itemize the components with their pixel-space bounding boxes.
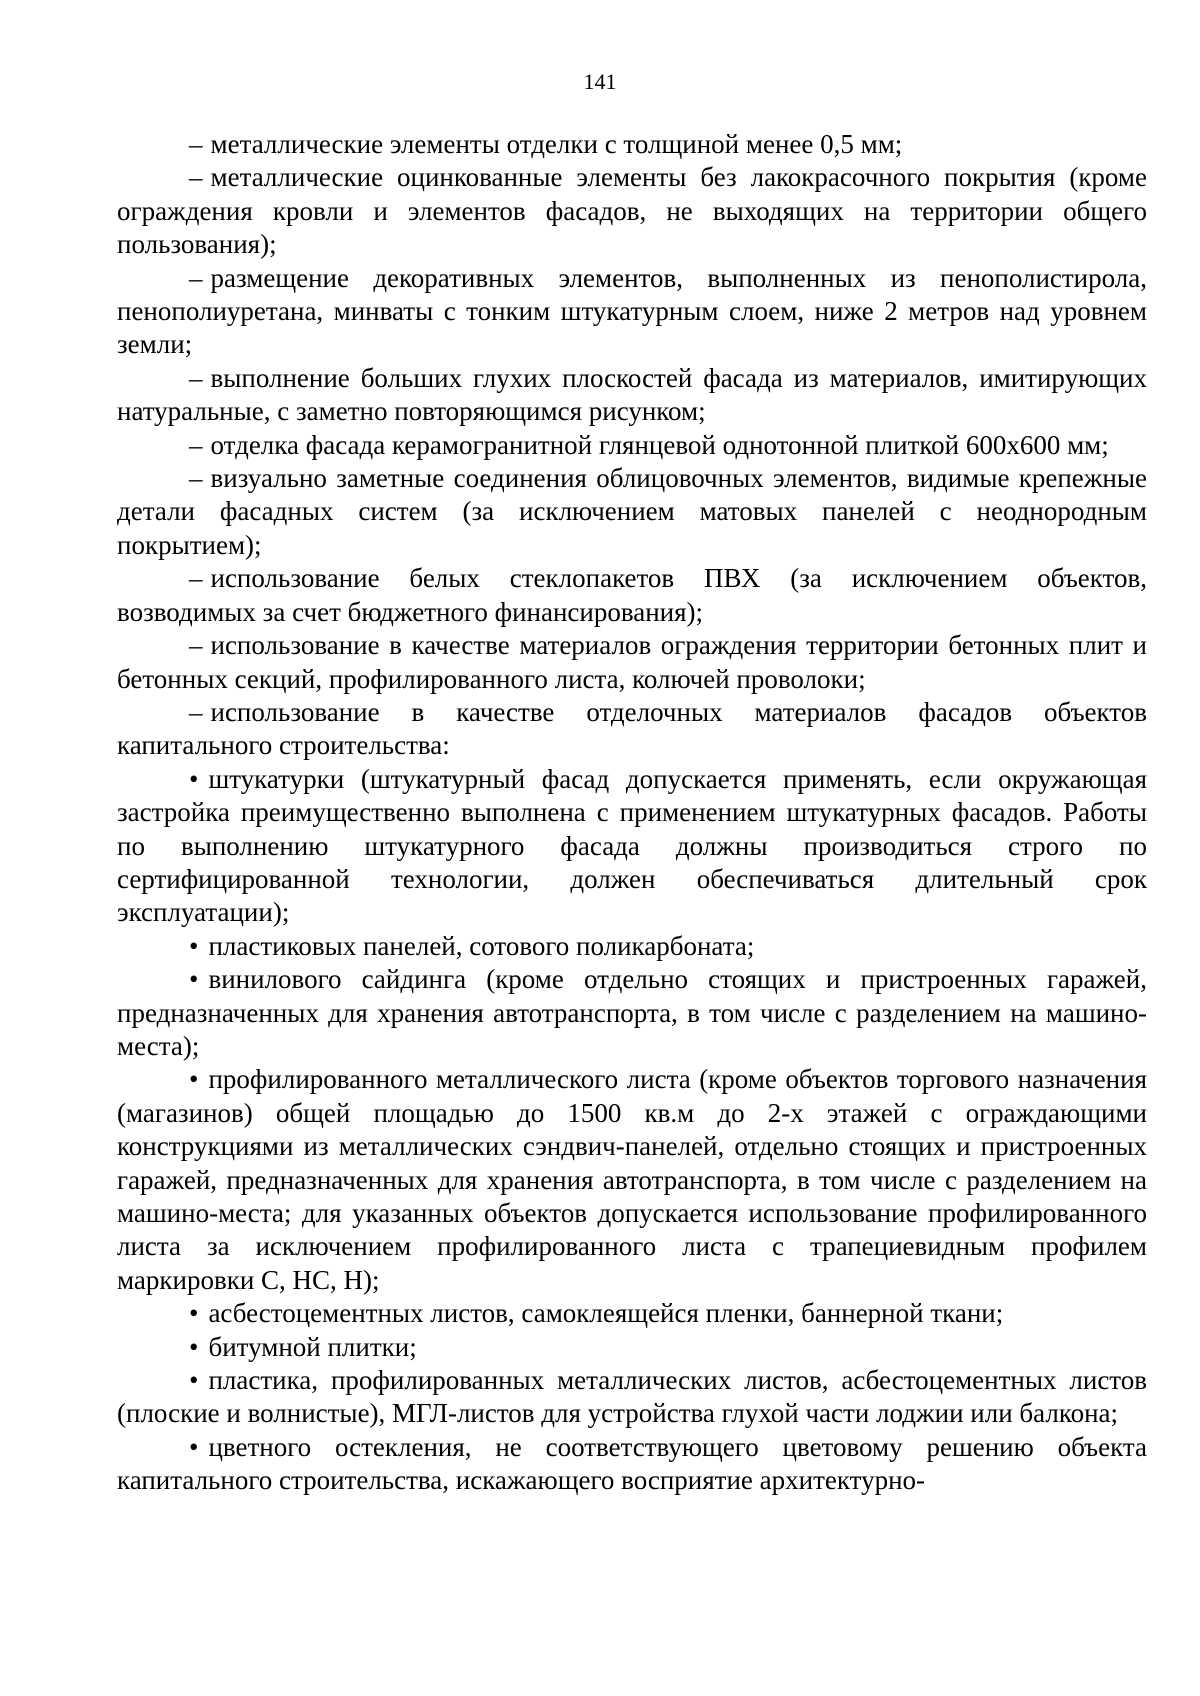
list-item-bullet [117,1331,1147,1364]
list-item-text: визуально заметные соединения облицовочных элементов, видимые крепежные детали фасадных систем (за исключением матовых панелей с неоднородным покрытием); [117,463,1147,560]
list-item-bullet [117,930,1147,963]
bullet-marker: • [189,1431,199,1462]
list-item-dash [117,629,1147,696]
list-item-dash [117,562,1147,629]
list-item-text: размещение декоративных элементов, выполненных из пенополистирола, пенополиуретана, минваты с тонким штукатурным слоем, ниже 2 метров над уровнем земли; [117,262,1147,360]
dash-marker: – [189,162,203,193]
bullet-marker: • [189,930,199,961]
list-item-text: асбестоцементных листов, самоклеящейся пленки, баннерной ткани; [208,1298,1004,1329]
dash-marker: – [189,362,203,393]
list-item-bullet [117,1063,1147,1297]
list-item-text: цветного остекления, не соответствующего цветовому решению объекта капитального строительства, искажающего восприятие архитектурно- [117,1431,1147,1496]
dash-marker: – [189,696,203,727]
list-item-text: отделка фасада керамогранитной глянцевой однотонной плиткой 600х600 мм; [210,429,1109,460]
list-item-bullet [117,763,1147,930]
list-item-dash [117,462,1147,562]
dash-marker: – [189,463,203,494]
dash-marker: – [189,129,203,159]
list-item-bullet [117,1364,1147,1431]
list-item-text: битумной плитки; [208,1331,417,1362]
bullet-marker: • [189,964,199,995]
list-item-text: металлические элементы отделки с толщиной менее 0,5 мм; [210,129,903,159]
dash-marker: – [189,429,203,460]
list-item-dash [117,161,1147,261]
list-item-text: металлические оцинкованные элементы без лакокрасочного покрытия (кроме ограждения кровли и элементов фасадов, не выходящих на территории общего пользования); [117,162,1147,260]
bullet-marker: • [189,1365,199,1396]
list-item-text: пластика, профилированных металлических листов, асбестоцементных листов (плоские и волнистые), МГЛ-листов для устройства глухой части лоджии или балкона; [117,1365,1147,1429]
list-item-bullet [117,1431,1147,1498]
list-item-text: использование в качестве отделочных материалов фасадов объектов капитального строительства: [117,696,1147,761]
list-item-text: использование в качестве материалов ограждения территории бетонных плит и бетонных секций, профилированного листа, колючей проволоки; [117,630,1147,694]
list-item-dash [117,262,1147,362]
list-item-text: винилового сайдинга (кроме отдельно стоящих и пристроенных гаражей, предназначенных для хранения автотранспорта, в том числе с разделением на машино-места); [117,964,1147,1061]
bullet-marker: • [189,1331,199,1362]
bullet-marker: • [189,1064,199,1095]
list-item-dash [117,429,1147,462]
list-item-text: профилированного металлического листа (кроме объектов торгового назначения (магазинов) общей площадью до 1500 кв.м до 2-х этажей с ограждающими конструкциями из металлических сэндвич-панелей, отдельно стоящих и пристроенных гаражей, предназначенных для хранения автотранспорта, в том числе с разделением на машино-места; для указанных объектов допускается использование профилированного листа за исключением профилированного листа с трапециевидным профилем маркировки С, НС, Н); [117,1064,1147,1295]
list-item-text: выполнение больших глухих плоскостей фасада из материалов, имитирующих натуральные, с заметно повторяющимся рисунком; [117,362,1147,427]
list-item-bullet [117,1297,1147,1330]
bullet-marker: • [189,1298,199,1329]
bullet-marker: • [189,763,199,794]
list-item-dash [117,128,1147,161]
list-item-text: использование белых стеклопакетов ПВХ (за исключением объектов, возводимых за счет бюджетного финансирования); [117,563,1147,627]
list-item-text: пластиковых панелей, сотового поликарбоната; [208,930,755,961]
list-item-text: штукатурки (штукатурный фасад допускается применять, если окружающая застройка преимущественно выполнена с применением штукатурных фасадов. Работы по выполнению штукатурного фасада должны производиться строго по сертифицированной технологии, должен обеспечиваться длительный срок эксплуатации); [117,763,1147,928]
list-item-dash [117,362,1147,429]
dash-marker: – [189,563,203,594]
list-item-dash [117,696,1147,763]
list-item-bullet [117,963,1147,1063]
dash-marker: – [189,630,203,661]
dash-marker: – [189,262,203,293]
page-body [117,128,1147,1498]
page-number: 141 [583,69,617,94]
